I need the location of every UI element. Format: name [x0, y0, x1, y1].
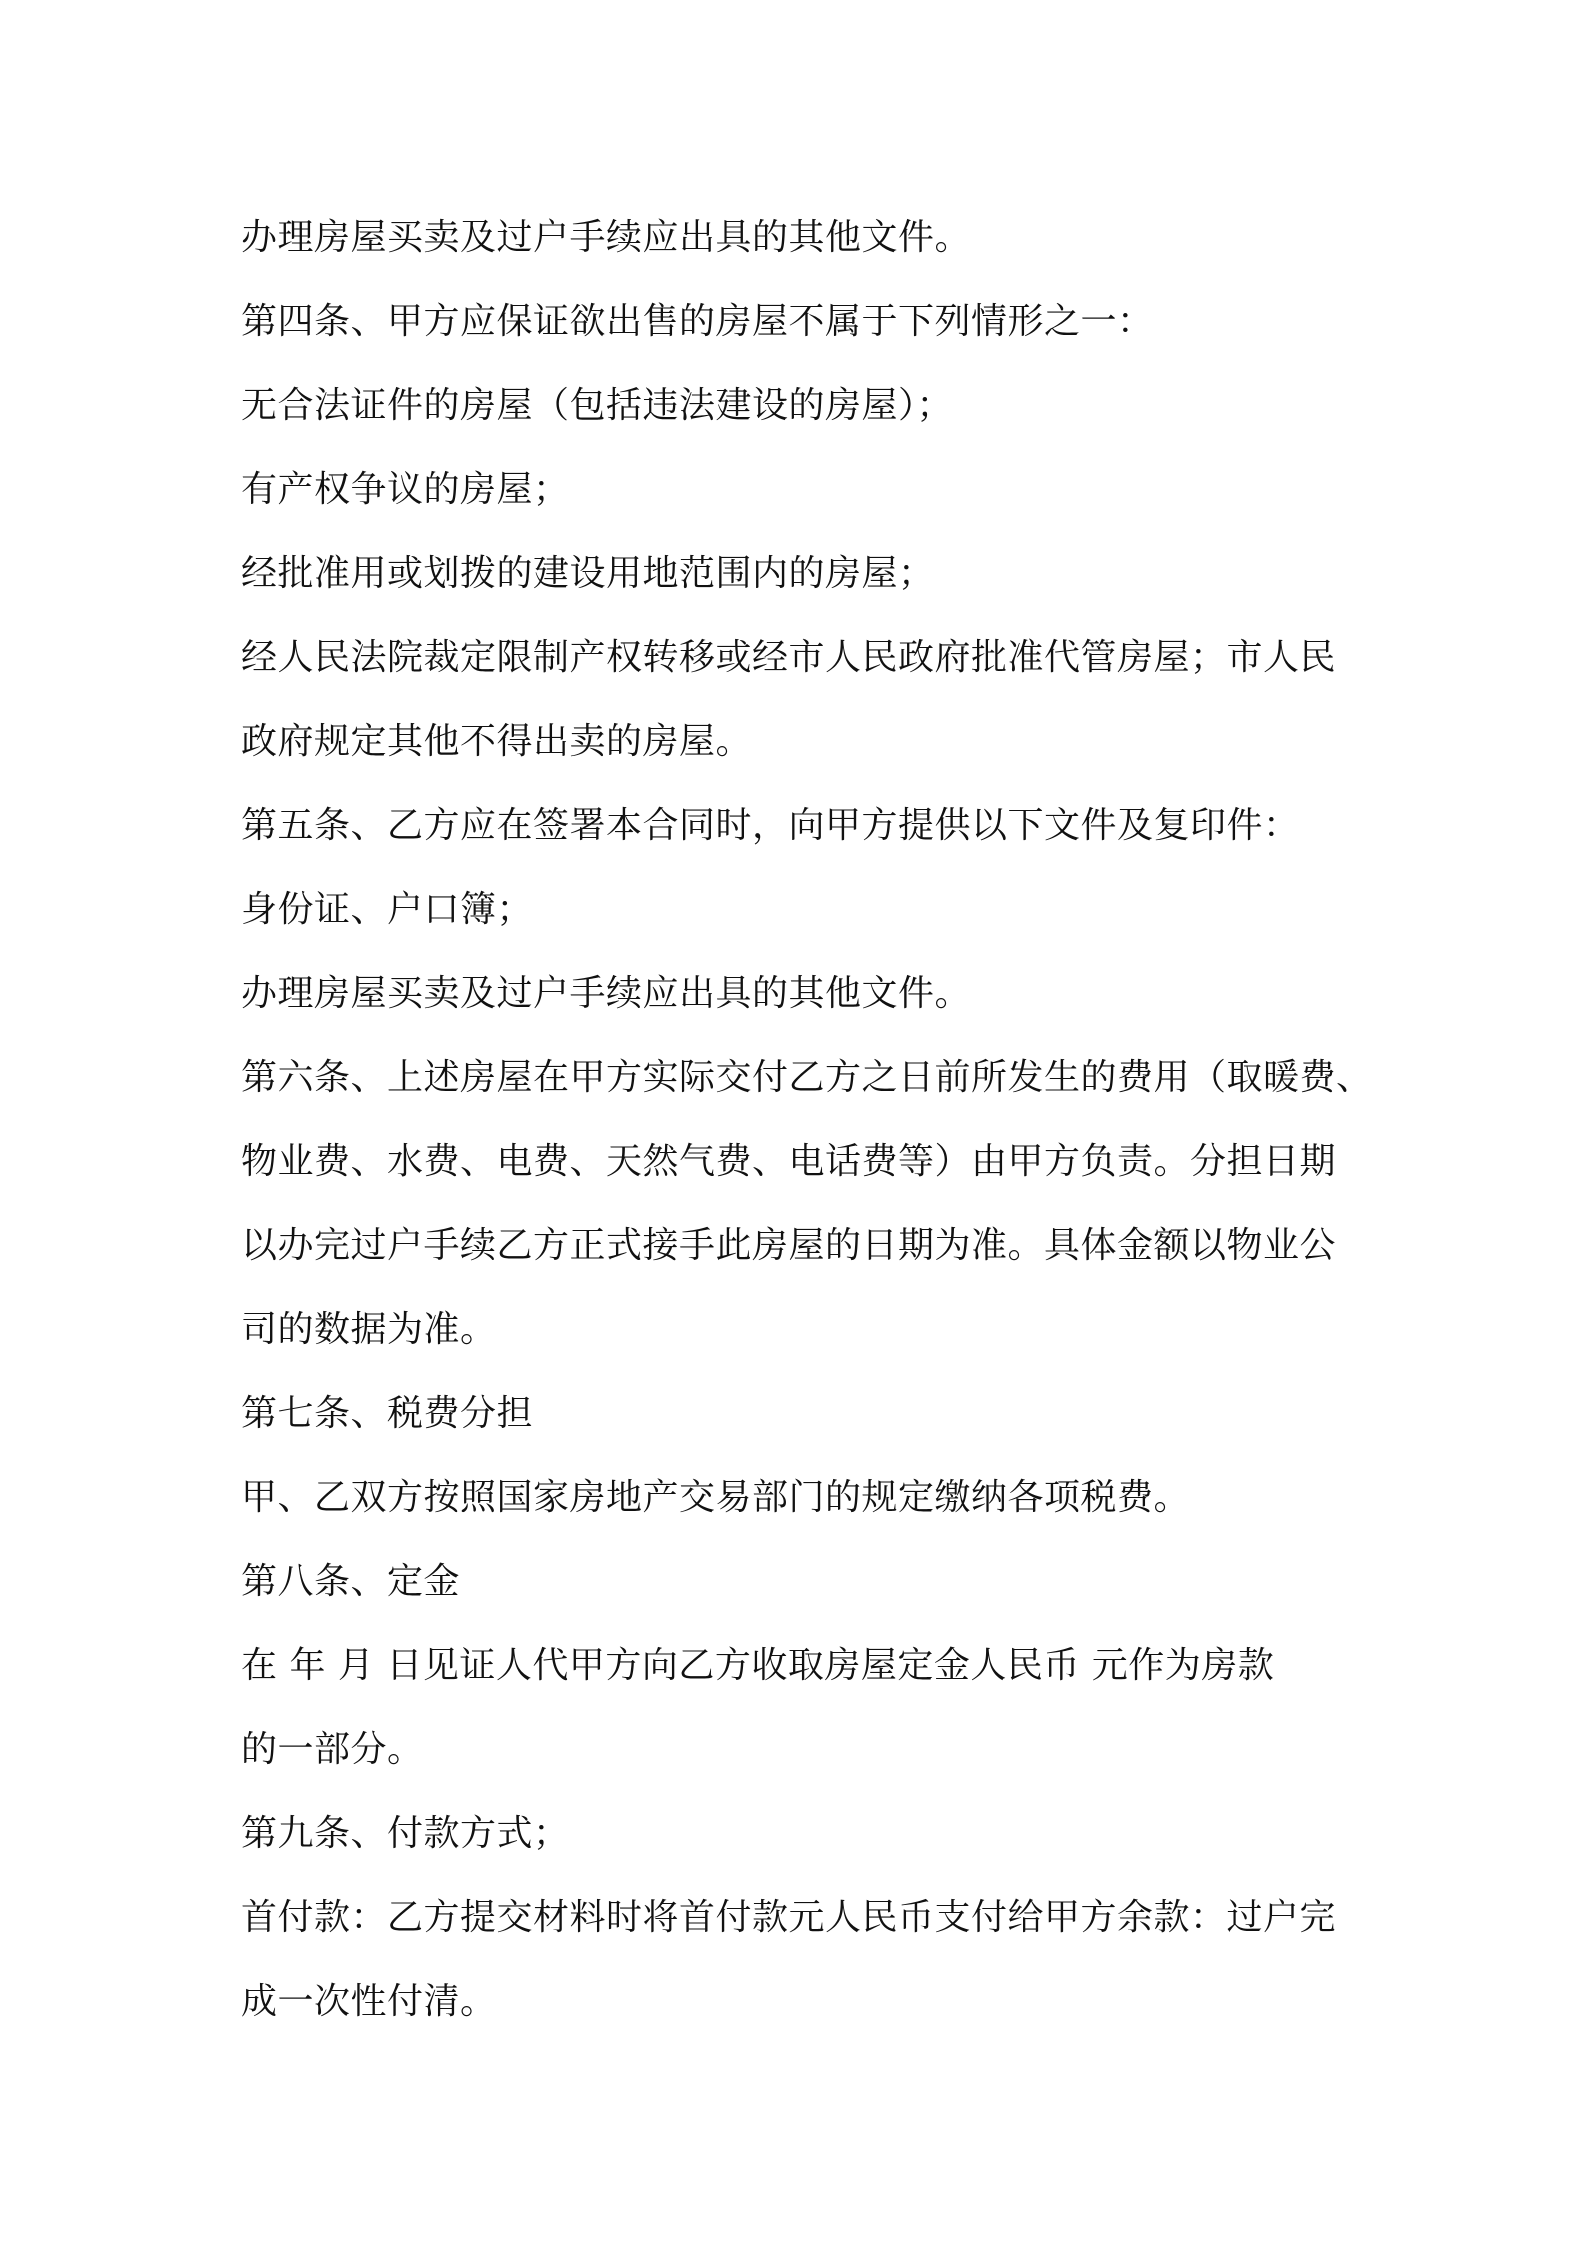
text-line: 无合法证件的房屋（包括违法建设的房屋）； — [241, 385, 954, 426]
article-8-heading: 第八条、定金 — [241, 1561, 461, 1602]
text-line: 甲、乙双方按照国家房地产交易部门的规定缴纳各项税费。 — [241, 1477, 1191, 1518]
article-6-heading: 第六条、上述房屋在甲方实际交付乙方之日前所发生的费用（取暖费、 — [241, 1057, 1373, 1098]
text-line: 以办完过户手续乙方正式接手此房屋的日期为准。具体金额以物业公 — [241, 1225, 1337, 1266]
article-7-heading: 第七条、税费分担 — [241, 1393, 534, 1434]
text-line: 经批准用或划拨的建设用地范围内的房屋； — [241, 553, 935, 594]
text-line: 物业费、水费、电费、天然气费、电话费等）由甲方负责。分担日期 — [241, 1141, 1337, 1182]
text-line: 政府规定其他不得出卖的房屋。 — [241, 721, 753, 762]
text-line: 经人民法院裁定限制产权转移或经市人民政府批准代管房屋；市人民 — [241, 637, 1337, 678]
article-9-heading: 第九条、付款方式； — [241, 1813, 570, 1854]
text-line: 首付款：乙方提交材料时将首付款元人民币支付给甲方余款：过户完 — [241, 1897, 1337, 1938]
text-line: 在 年 月 日见证人代甲方向乙方收取房屋定金人民币 元作为房款 — [241, 1645, 1275, 1686]
text-line: 办理房屋买卖及过户手续应出具的其他文件。 — [241, 217, 972, 258]
document-body — [241, 196, 1373, 2044]
article-5-heading: 第五条、乙方应在签署本合同时，向甲方提供以下文件及复印件： — [241, 805, 1300, 846]
text-line: 身份证、户口簿； — [241, 889, 534, 930]
text-line: 司的数据为准。 — [241, 1309, 497, 1350]
text-line: 有产权争议的房屋； — [241, 469, 570, 510]
text-line: 成一次性付清。 — [241, 1981, 497, 2022]
text-line: 办理房屋买卖及过户手续应出具的其他文件。 — [241, 973, 972, 1014]
article-4-heading: 第四条、甲方应保证欲出售的房屋不属于下列情形之一： — [241, 301, 1154, 342]
text-line: 的一部分。 — [241, 1729, 424, 1770]
